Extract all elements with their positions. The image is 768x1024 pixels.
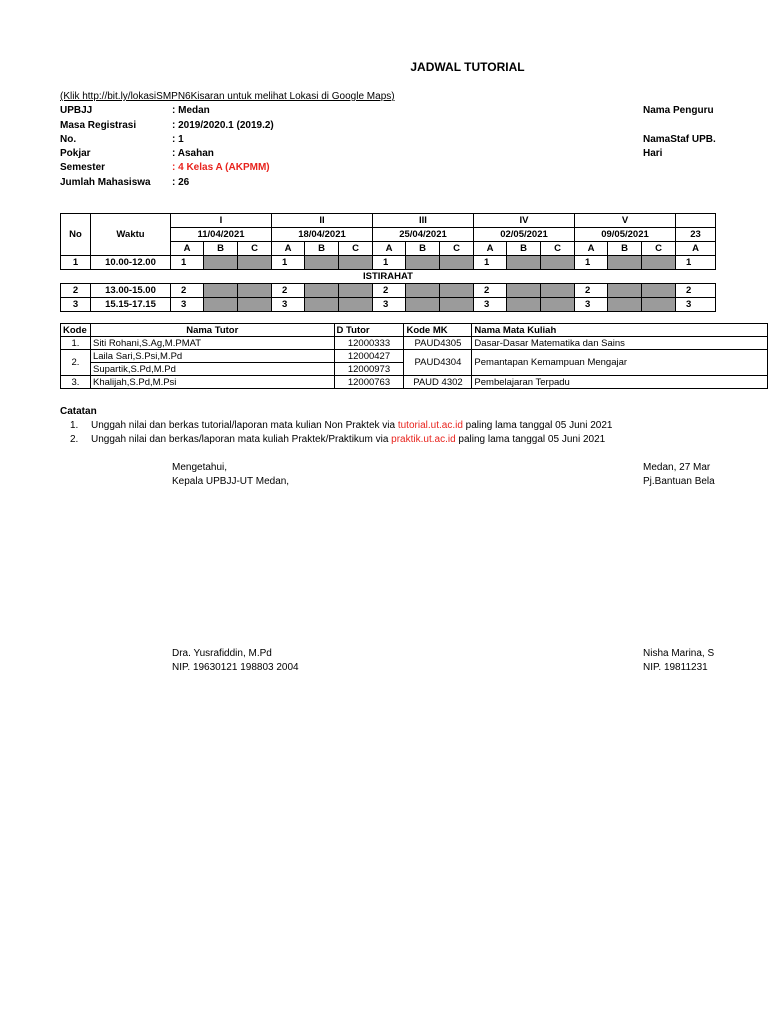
slot-empty — [608, 284, 642, 298]
tutor-kode-mk: PAUD4305 — [404, 337, 472, 350]
row-no: 3 — [61, 298, 91, 312]
note-number: 1. — [70, 420, 79, 431]
info-value-no: : 1 — [172, 134, 184, 145]
row-time: 13.00-15.00 — [91, 284, 171, 298]
tutor-name: Laila Sari,S.Psi,M.Pd — [90, 350, 334, 363]
tutor-id: 12000333 — [334, 337, 404, 350]
slot-empty — [541, 284, 575, 298]
slot-value: 1 — [676, 256, 716, 270]
slot-empty — [305, 256, 339, 270]
break-label: ISTIRAHAT — [61, 270, 716, 284]
row-time: 10.00-12.00 — [91, 256, 171, 270]
tutor-kode: 1. — [61, 337, 91, 350]
schedule-table — [60, 213, 716, 312]
info-label-masa-registrasi: Masa Registrasi — [60, 120, 137, 131]
sub-col-a: A — [373, 242, 406, 256]
note-item — [91, 420, 612, 431]
slot-empty — [440, 284, 474, 298]
sig-right-name: Nisha Marina, S — [643, 648, 715, 659]
tutor-name: Siti Rohani,S.Ag,M.PMAT — [90, 337, 334, 350]
tutor-header-kode-mk: Kode MK — [404, 324, 472, 337]
note-text: paling lama tanggal 05 Juni 2021 — [462, 420, 613, 431]
sub-col-c: C — [440, 242, 474, 256]
slot-empty — [305, 284, 339, 298]
tutor-id: 12000763 — [334, 376, 404, 389]
sig-left-line1: Mengetahui, — [172, 462, 228, 473]
info-value-semester: : 4 Kelas A (AKPMM) — [172, 162, 270, 173]
slot-empty — [204, 256, 238, 270]
week-date: 02/05/2021 — [474, 228, 575, 242]
slot-value: 3 — [272, 298, 305, 312]
sig-right-nip: NIP. 19811231 — [643, 662, 708, 673]
schedule-row — [61, 256, 716, 270]
slot-value: 2 — [171, 284, 204, 298]
slot-empty — [339, 284, 373, 298]
slot-empty — [507, 298, 541, 312]
slot-value: 2 — [474, 284, 507, 298]
tutor-header-nama-mata-kuliah: Nama Mata Kuliah — [472, 324, 768, 337]
week-date: 25/04/2021 — [373, 228, 474, 242]
week-roman: V — [575, 214, 676, 228]
slot-empty — [440, 256, 474, 270]
slot-value: 3 — [575, 298, 608, 312]
tutor-kode-mk: PAUD 4302 — [404, 376, 472, 389]
schedule-header-waktu: Waktu — [91, 214, 171, 256]
row-no: 1 — [61, 256, 91, 270]
slot-empty — [507, 256, 541, 270]
sub-col-c: C — [642, 242, 676, 256]
info-value-pokjar: : Asahan — [172, 148, 214, 159]
slot-value: 1 — [272, 256, 305, 270]
row-no: 2 — [61, 284, 91, 298]
slot-value: 2 — [676, 284, 716, 298]
slot-empty — [238, 284, 272, 298]
right-label-nama-pengurus: Nama Penguru — [643, 105, 714, 116]
schedule-header-no: No — [61, 214, 91, 256]
sub-col-b: B — [204, 242, 238, 256]
slot-value: 3 — [373, 298, 406, 312]
sub-col-a: A — [676, 242, 716, 256]
slot-value: 2 — [575, 284, 608, 298]
info-label-jumlah-mahasiswa: Jumlah Mahasiswa — [60, 177, 151, 188]
sig-right-line2: Pj.Bantuan Bela — [643, 476, 715, 487]
slot-value: 1 — [474, 256, 507, 270]
tutor-name: Khalijah,S.Pd,M.Psi — [90, 376, 334, 389]
slot-value: 3 — [474, 298, 507, 312]
info-label-upbjj: UPBJJ — [60, 105, 93, 116]
week-date: 11/04/2021 — [171, 228, 272, 242]
slot-empty — [440, 298, 474, 312]
note-text: Unggah nilai dan berkas/laporan mata kuliah Praktek/Praktikum via — [91, 434, 392, 445]
right-label-nama-staf: NamaStaf UPB. — [643, 134, 716, 145]
info-label-semester: Semester — [60, 162, 106, 173]
slot-empty — [541, 298, 575, 312]
note-text: paling lama tanggal 05 Juni 2021 — [455, 434, 606, 445]
right-label-hari: Hari — [643, 148, 663, 159]
slot-value: 1 — [171, 256, 204, 270]
slot-empty — [642, 298, 676, 312]
notes-heading: Catatan — [60, 406, 97, 417]
week-roman: II — [272, 214, 373, 228]
info-value-upbjj: : Medan — [172, 105, 210, 116]
tutor-kode-mk: PAUD4304 — [404, 350, 472, 376]
sig-left-name: Dra. Yusrafiddin, M.Pd — [172, 648, 272, 659]
slot-empty — [204, 298, 238, 312]
praktik-link[interactable]: praktik.ut.ac.id — [391, 434, 456, 445]
info-label-no: No. — [60, 134, 77, 145]
week-roman — [676, 214, 716, 228]
slot-value: 2 — [373, 284, 406, 298]
tutor-kode: 2. — [61, 350, 91, 376]
sub-col-b: B — [507, 242, 541, 256]
tutor-name: Supartik,S.Pd,M.Pd — [90, 363, 334, 376]
break-row — [61, 270, 716, 284]
tutor-id: 12000973 — [334, 363, 404, 376]
slot-value: 3 — [676, 298, 716, 312]
slot-empty — [406, 256, 440, 270]
slot-value: 1 — [373, 256, 406, 270]
slot-empty — [339, 298, 373, 312]
week-roman: I — [171, 214, 272, 228]
week-roman: III — [373, 214, 474, 228]
sub-col-b: B — [305, 242, 339, 256]
tutor-table — [60, 323, 768, 389]
slot-empty — [238, 256, 272, 270]
slot-empty — [642, 256, 676, 270]
row-time: 15.15-17.15 — [91, 298, 171, 312]
info-label-pokjar: Pokjar — [60, 148, 91, 159]
week-roman: IV — [474, 214, 575, 228]
tutor-row — [61, 376, 768, 389]
tutor-header-nama-tutor: Nama Tutor — [90, 324, 334, 337]
sub-col-a: A — [171, 242, 204, 256]
slot-empty — [339, 256, 373, 270]
slot-empty — [406, 298, 440, 312]
week-date: 23 — [676, 228, 716, 242]
slot-empty — [642, 284, 676, 298]
note-item — [91, 434, 605, 445]
week-date: 09/05/2021 — [575, 228, 676, 242]
sub-col-a: A — [272, 242, 305, 256]
tutor-mata-kuliah: Pemantapan Kemampuan Mengajar — [472, 350, 768, 376]
note-number: 2. — [70, 434, 79, 445]
sub-col-a: A — [575, 242, 608, 256]
tutor-id: 12000427 — [334, 350, 404, 363]
slot-empty — [507, 284, 541, 298]
sig-left-line2: Kepala UPBJJ-UT Medan, — [172, 476, 290, 487]
schedule-row — [61, 284, 716, 298]
maps-link[interactable]: (Klik http://bit.ly/lokasiSMPN6Kisaran untuk melihat Lokasi di Google Maps) — [60, 91, 395, 102]
slot-empty — [608, 298, 642, 312]
sub-col-b: B — [608, 242, 642, 256]
slot-empty — [406, 284, 440, 298]
sub-col-c: C — [541, 242, 575, 256]
slot-empty — [541, 256, 575, 270]
tutor-kode: 3. — [61, 376, 91, 389]
sig-right-line1: Medan, 27 Mar — [643, 462, 711, 473]
note-text: Unggah nilai dan berkas tutorial/laporan mata kulian Non Praktek via — [91, 420, 398, 431]
slot-empty — [204, 284, 238, 298]
info-value-masa-registrasi: : 2019/2020.1 (2019.2) — [172, 120, 274, 131]
tutor-row — [61, 350, 768, 363]
sub-col-c: C — [339, 242, 373, 256]
sig-left-nip: NIP. 19630121 198803 2004 — [172, 662, 299, 673]
sub-col-c: C — [238, 242, 272, 256]
slot-value: 1 — [575, 256, 608, 270]
schedule-row — [61, 298, 716, 312]
slot-empty — [238, 298, 272, 312]
tutor-row — [61, 337, 768, 350]
tutor-mata-kuliah: Pembelajaran Terpadu — [472, 376, 768, 389]
tutorial-link[interactable]: tutorial.ut.ac.id — [397, 420, 463, 431]
week-date: 18/04/2021 — [272, 228, 373, 242]
info-value-jumlah-mahasiswa: : 26 — [172, 177, 190, 188]
tutor-header-kode: Kode — [61, 324, 91, 337]
sub-col-b: B — [406, 242, 440, 256]
tutor-header-id-tutor: D Tutor — [334, 324, 404, 337]
page-title: JADWAL TUTORIAL — [410, 60, 525, 74]
slot-value: 2 — [272, 284, 305, 298]
slot-empty — [608, 256, 642, 270]
sub-col-a: A — [474, 242, 507, 256]
tutor-mata-kuliah: Dasar-Dasar Matematika dan Sains — [472, 337, 768, 350]
slot-value: 3 — [171, 298, 204, 312]
slot-empty — [305, 298, 339, 312]
